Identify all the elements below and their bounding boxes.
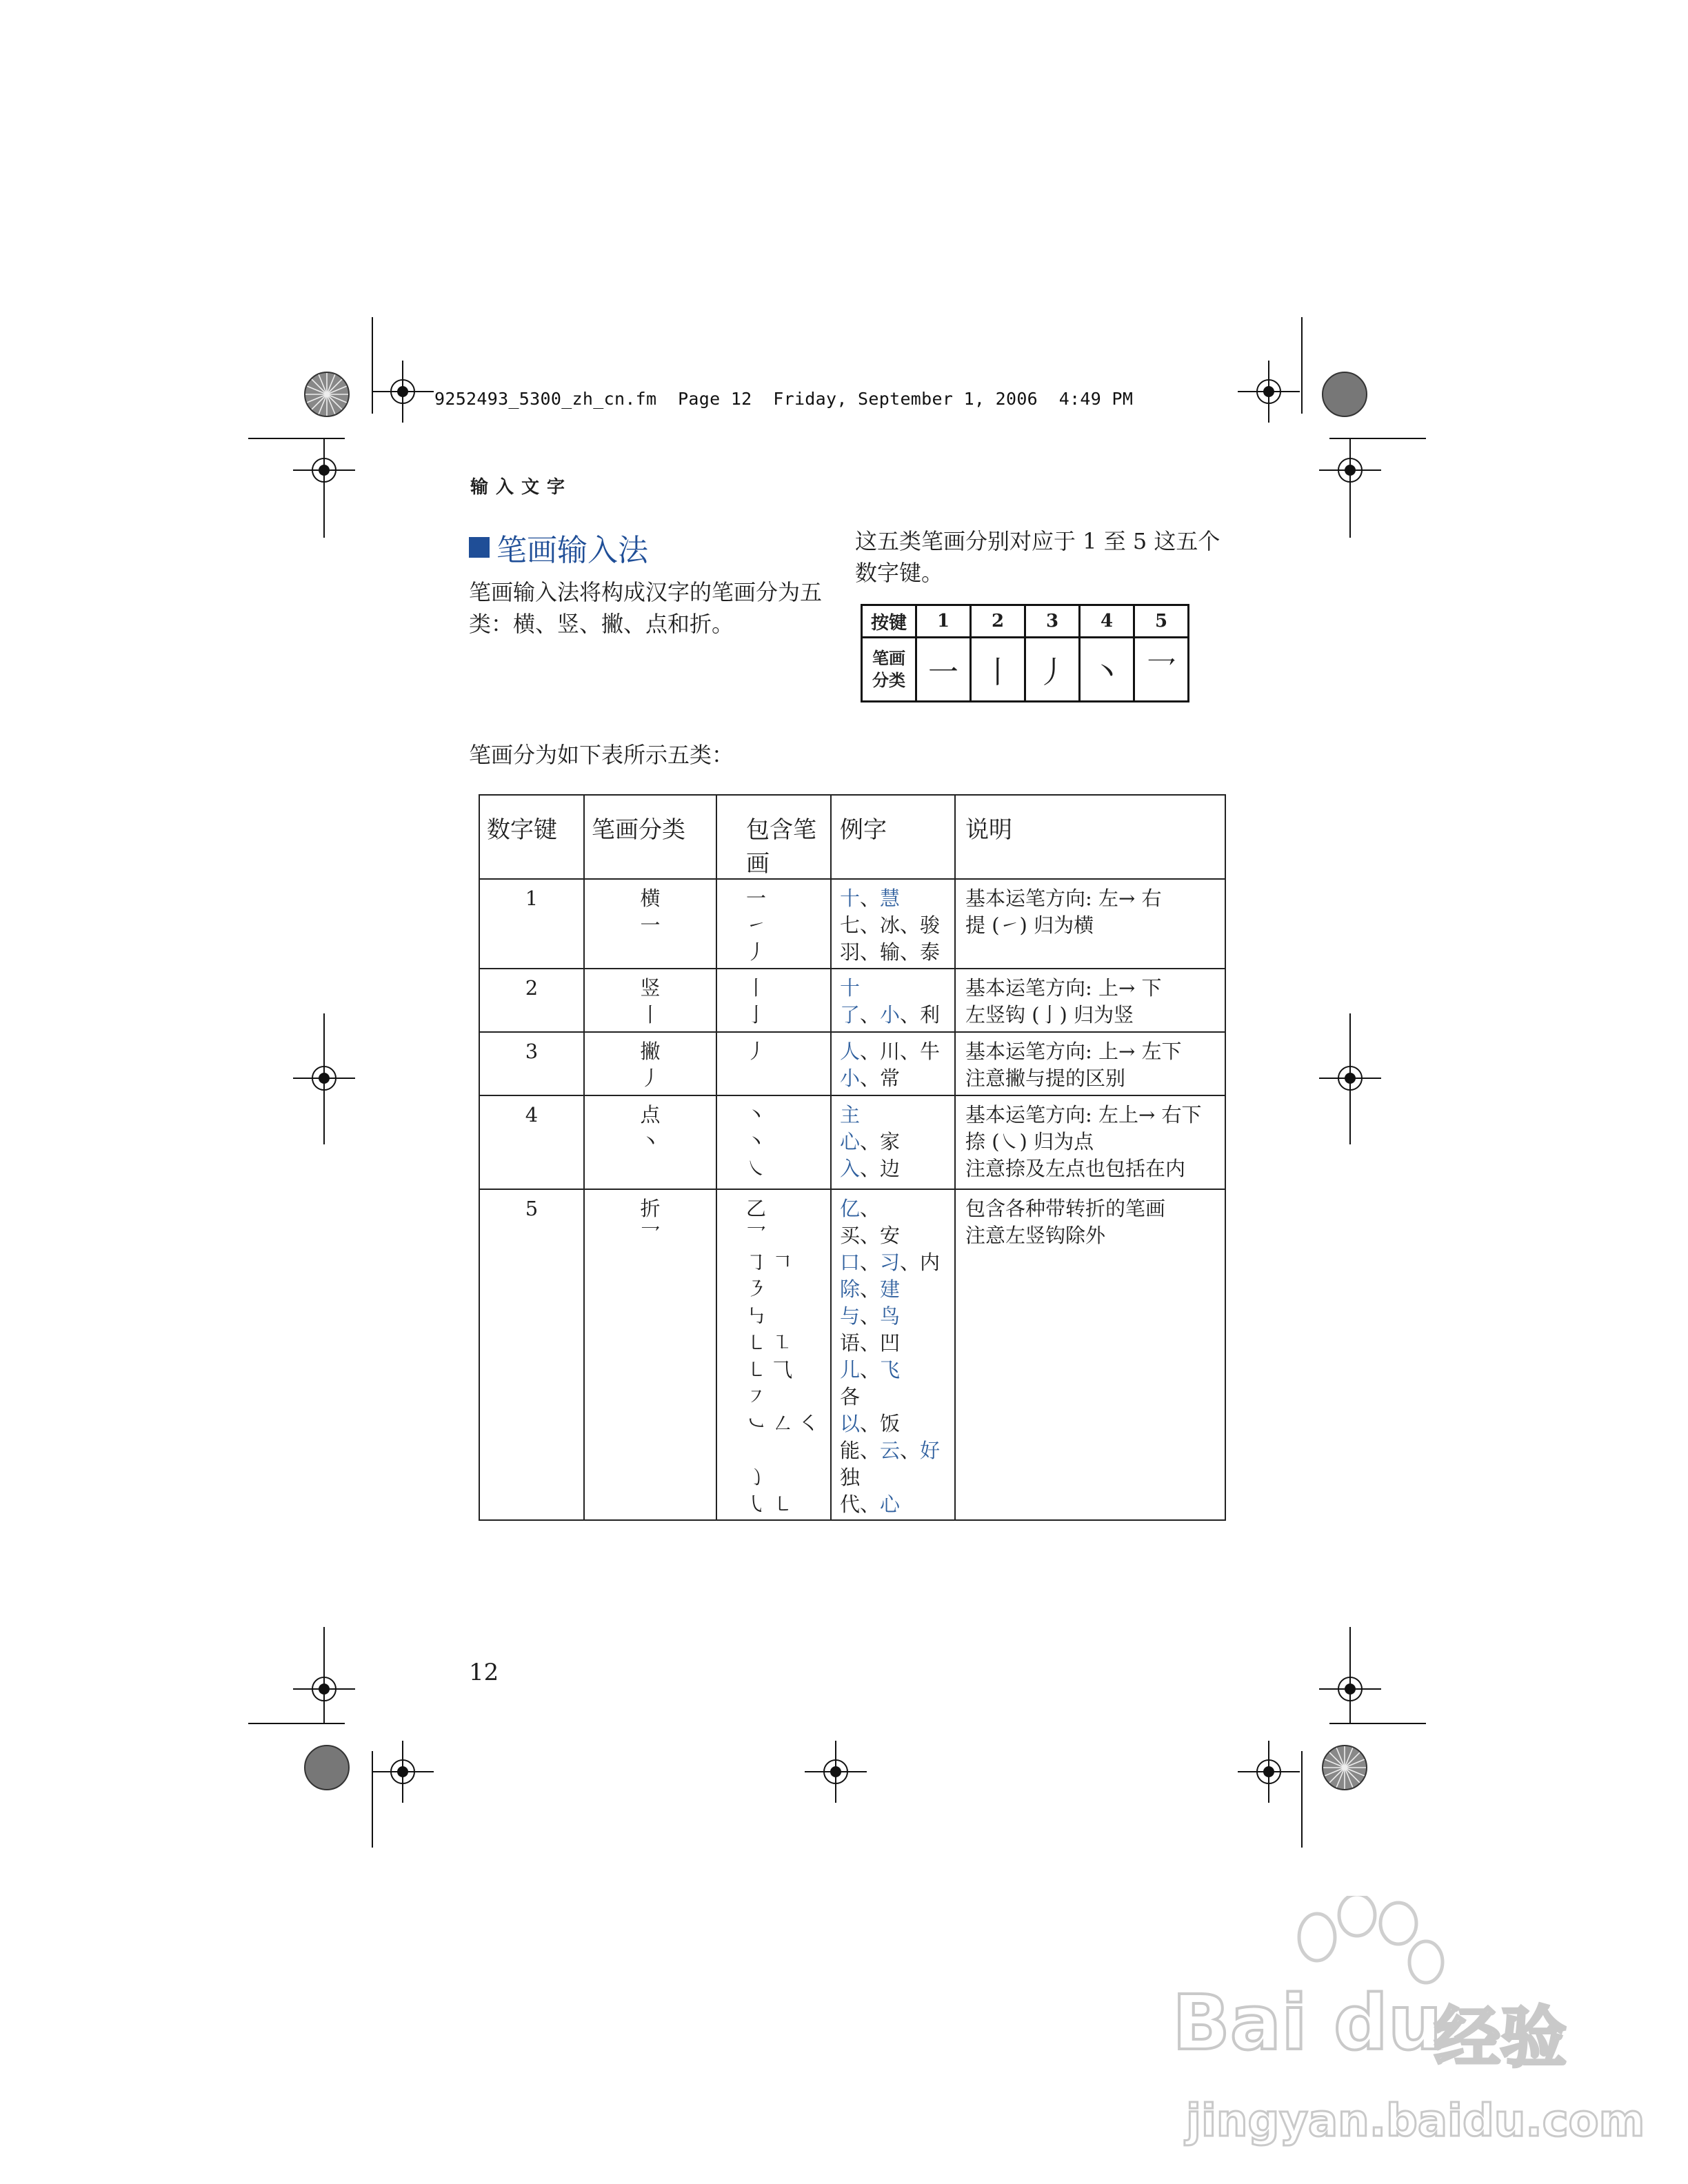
note-line: 捺 (㇏) 归为点 [965, 1130, 1094, 1153]
strokes-cell [716, 1032, 831, 1095]
note-line: 基本运笔方向: 上→ 左下 [965, 1040, 1182, 1063]
example-line [840, 1464, 954, 1491]
example-line [840, 1410, 954, 1437]
note-line: 包含各种带转折的笔画 [965, 1197, 1166, 1220]
key-cell [479, 1189, 584, 1520]
stroke-line: 丿 [746, 1040, 767, 1063]
table-row [479, 879, 1225, 969]
table-row [479, 1189, 1225, 1520]
category-cell [584, 1189, 716, 1520]
note-line: 注意捺及左点也包括在内 [965, 1157, 1186, 1180]
category-line: 竖 [640, 976, 661, 1000]
note-line: 注意左竖钩除外 [965, 1224, 1106, 1247]
table-row [479, 1095, 1225, 1189]
example-line [840, 1129, 954, 1155]
key-cell [479, 879, 584, 969]
stroke-line: ㇀ [746, 913, 767, 937]
stroke-line: ㇇ [746, 1385, 767, 1408]
stroke-cell: 丶 [1080, 638, 1134, 702]
note-line: 基本运笔方向: 上→ 下 [965, 976, 1162, 1000]
stroke-line: 乛 [746, 1224, 767, 1247]
example-char: 、 [860, 1197, 881, 1220]
note-line: 基本运笔方向: 左→ 右 [965, 887, 1162, 910]
example-char: 、家 [860, 1130, 901, 1153]
stroke-line: ㇁ [746, 1466, 767, 1489]
column-header: 数字键 [479, 795, 584, 879]
example-line [840, 1002, 954, 1029]
example-line [840, 1102, 954, 1129]
stroke-line: ㇂ ㇄ [746, 1493, 793, 1516]
example-line [840, 1357, 954, 1384]
example-line [840, 912, 954, 939]
watermark [1172, 1889, 1645, 2165]
note-line: 提 (㇀) 归为横 [965, 913, 1094, 937]
example-char: 口 [840, 1251, 861, 1274]
example-char: 、利 [900, 1003, 941, 1027]
key-mapping-paragraph: 这五类笔画分别对应于 1 至 5 这五个数字键。 [855, 528, 1220, 586]
example-char: 、 [860, 1358, 881, 1382]
watermark-url: jingyan.baidu.com [1186, 2096, 1645, 2147]
example-char: 主 [840, 1103, 861, 1126]
stroke-row [862, 638, 1189, 702]
example-char: 小 [840, 1066, 861, 1090]
stroke-line: ㇄ ㇅ [746, 1331, 793, 1355]
stroke-cell: 乛 [1134, 638, 1189, 702]
column-header: 笔画分类 [584, 795, 716, 879]
stroke-cell: 丨 [971, 638, 1025, 702]
example-char: 独 [840, 1466, 861, 1489]
example-char: 亿 [840, 1197, 861, 1220]
example-line [840, 1384, 954, 1410]
table-header-row [479, 795, 1225, 879]
stroke-line: ㇋ [746, 1277, 767, 1301]
example-line [840, 1249, 954, 1276]
category-line: 撇 [640, 1040, 661, 1063]
file-info-line: 9252493_5300_zh_cn.fm Page 12 Friday, September 1, 2006 4:49 PM [434, 389, 1134, 409]
example-char: 习 [880, 1251, 901, 1274]
key-number: 1 [525, 887, 539, 910]
example-line [840, 885, 954, 912]
key-number: 4 [525, 1103, 539, 1126]
stroke-line: ㇉ [746, 1304, 767, 1328]
example-line [840, 975, 954, 1002]
example-char: 买、安 [840, 1224, 901, 1247]
table-row [479, 1032, 1225, 1095]
notes-cell [955, 1095, 1225, 1189]
example-char: 云 [880, 1439, 901, 1462]
example-line [840, 1276, 954, 1303]
key-row [862, 605, 1189, 638]
stroke-line: 一 [746, 887, 767, 910]
example-char: 建 [880, 1277, 901, 1301]
key-number: 3 [525, 1040, 539, 1063]
stroke-line: 亅 [746, 1003, 767, 1027]
table-row [479, 969, 1225, 1032]
notes-cell [955, 1189, 1225, 1520]
strokes-cell [716, 879, 831, 969]
key-number: 5 [525, 1197, 539, 1220]
stroke-line: ㇄ ⺄ [746, 1358, 793, 1382]
key-cell: 4 [1080, 605, 1134, 638]
example-char: 儿 [840, 1358, 861, 1382]
stroke-line: 丶 [746, 1130, 767, 1153]
example-char: 能 [840, 1439, 861, 1462]
category-cell [584, 1032, 716, 1095]
key-cell: 2 [971, 605, 1025, 638]
stroke-line: ㇏ [746, 1157, 767, 1180]
stroke-cell: 一 [916, 638, 971, 702]
watermark-brand-cn: 经验 [1434, 1999, 1567, 2076]
key-cell: 3 [1025, 605, 1080, 638]
example-char: 心 [840, 1130, 861, 1153]
example-line [840, 1303, 954, 1330]
stroke-line: 丶 [746, 1103, 767, 1126]
category-line: 丨 [640, 1003, 661, 1027]
key-cell: 5 [1134, 605, 1189, 638]
stroke-cell: 丿 [1025, 638, 1080, 702]
key-cell [479, 1095, 584, 1189]
key-cell [479, 969, 584, 1032]
example-char: 以 [840, 1412, 861, 1435]
example-char: 羽、输、泰 [840, 940, 941, 964]
example-char: 十 [840, 887, 861, 910]
example-char: 各 [840, 1385, 861, 1408]
key-stroke-table [861, 604, 1189, 702]
example-char: 心 [880, 1493, 901, 1516]
example-char: 了 [840, 1003, 861, 1027]
example-char: 入 [840, 1157, 861, 1180]
watermark-brand: Bai du [1172, 1979, 1443, 2067]
example-line [840, 1491, 954, 1518]
example-char: 、 [860, 1251, 881, 1274]
example-char: 除 [840, 1277, 861, 1301]
stroke-line: ㇃ ㇜ ㇛ [746, 1412, 819, 1435]
example-char: 代 [840, 1493, 861, 1516]
section-title-text: 笔画输入法 [496, 533, 648, 568]
example-char: 、 [860, 1277, 881, 1301]
category-line: 丶 [640, 1130, 661, 1153]
intro-paragraph: 笔画输入法将构成汉字的笔画分为五类：横、竖、撇、点和折。 [469, 579, 823, 637]
examples-cell [831, 969, 955, 1032]
category-line: 丿 [640, 1066, 661, 1090]
example-char: 、饭 [860, 1412, 901, 1435]
example-char: 、内 [900, 1251, 941, 1274]
example-char: 、边 [860, 1157, 901, 1180]
notes-cell [955, 969, 1225, 1032]
example-char: 、川、牛 [860, 1040, 941, 1063]
example-line [840, 1155, 954, 1182]
category-line: 点 [640, 1103, 661, 1126]
example-char: 飞 [880, 1358, 901, 1382]
column-header: 说明 [955, 795, 1225, 879]
strokes-cell [716, 969, 831, 1032]
examples-cell [831, 1189, 955, 1520]
example-line [840, 939, 954, 966]
example-char: 语、凹 [840, 1331, 901, 1355]
stroke-line: 丿 [746, 940, 767, 964]
example-char: 、 [900, 1439, 921, 1462]
example-char: 人 [840, 1040, 861, 1063]
table-body [479, 879, 1225, 1520]
category-cell [584, 969, 716, 1032]
notes-cell [955, 879, 1225, 969]
notes-cell [955, 1032, 1225, 1095]
example-char: 、 [860, 1003, 881, 1027]
note-line: 注意撇与提的区别 [965, 1066, 1126, 1090]
note-line: 基本运笔方向: 左上→ 右下 [965, 1103, 1202, 1126]
category-line: 乛 [640, 1224, 661, 1247]
stroke-label-line: 笔画 [872, 648, 905, 668]
category-line: 一 [640, 913, 661, 937]
square-bullet-icon [469, 537, 490, 558]
category-line: 横 [640, 887, 661, 910]
stroke-line [746, 1437, 830, 1464]
example-char: 与 [840, 1304, 861, 1328]
key-cell [479, 1032, 584, 1095]
examples-cell [831, 1095, 955, 1189]
example-char: 、 [860, 1439, 881, 1462]
example-line [840, 1065, 954, 1092]
strokes-cell [716, 1095, 831, 1189]
example-char: 、常 [860, 1066, 901, 1090]
example-char: 慧 [880, 887, 901, 910]
example-char: 、 [860, 887, 881, 910]
example-line [840, 1195, 954, 1222]
stroke-label-line: 分类 [872, 670, 905, 690]
key-header-cell: 按键 [862, 605, 916, 638]
column-header: 例字 [831, 795, 955, 879]
example-char: 小 [880, 1003, 901, 1027]
example-line [840, 1437, 954, 1464]
stroke-category-table [479, 794, 1226, 1521]
strokes-cell [716, 1189, 831, 1520]
running-head: 输入文字 [470, 477, 573, 498]
key-number: 2 [525, 976, 539, 1000]
example-char: 、 [860, 1304, 881, 1328]
category-line: 折 [640, 1197, 661, 1220]
stroke-line: 乙 [746, 1197, 767, 1220]
category-cell [584, 879, 716, 969]
example-char: 、 [860, 1493, 881, 1516]
stroke-line: 丨 [746, 976, 767, 1000]
column-header: 包含笔画 [716, 795, 831, 879]
example-line [840, 1330, 954, 1357]
note-line: 左竖钩 (亅) 归为竖 [965, 1003, 1134, 1027]
category-cell [584, 1095, 716, 1189]
page-number: 12 [469, 1659, 499, 1686]
example-line [840, 1222, 954, 1249]
stroke-header-cell [862, 638, 916, 702]
stroke-line: ㇆ 𠃍 [746, 1251, 793, 1274]
examples-cell [831, 1032, 955, 1095]
example-char: 好 [920, 1439, 941, 1462]
section-title [469, 525, 648, 569]
examples-cell [831, 879, 955, 969]
table-intro: 笔画分为如下表所示五类： [469, 742, 734, 768]
key-cell: 1 [916, 605, 971, 638]
example-char: 鸟 [880, 1304, 901, 1328]
example-line [840, 1038, 954, 1065]
example-char: 七、冰、骏 [840, 913, 941, 937]
example-char: 十 [840, 976, 861, 1000]
